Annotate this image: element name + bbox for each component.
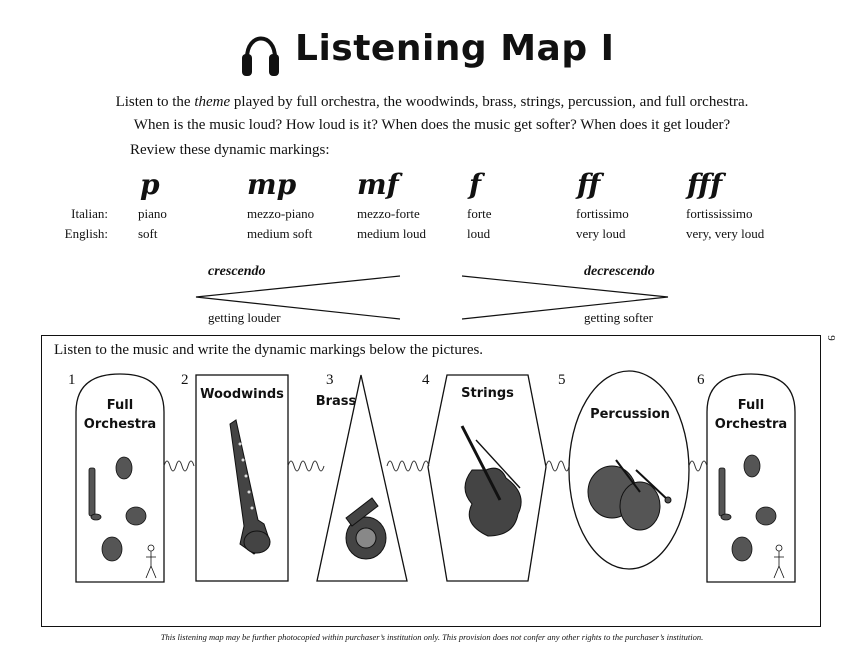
dynamic-symbol-fff: fff [687, 168, 723, 201]
dynamic-symbol-f: f [469, 168, 482, 201]
section-number: 1 [68, 372, 76, 388]
crescendo-meaning: getting louder [208, 310, 281, 325]
page-number: 9 [824, 335, 837, 341]
intro-line-1: Listen to the theme played by full orchestra, the woodwinds, brass, strings, percussion, and full orchestra. [115, 94, 749, 110]
english-term: medium loud [357, 226, 426, 241]
section-6-label: Full Orchestra [714, 398, 788, 432]
section-5-label: Percussion [590, 407, 670, 422]
intro-line-2: When is the music loud? How loud is it? When does the music get softer? When does it get louder? [133, 117, 731, 133]
section-number: 6 [697, 372, 705, 388]
dynamic-symbol-p: p [140, 168, 160, 201]
dynamic-symbol-mp: mp [247, 168, 297, 201]
crescendo-label: crescendo [208, 264, 266, 279]
italian-term: fortissimo [576, 206, 629, 221]
english-term: very, very loud [686, 226, 765, 241]
section-number: 2 [181, 372, 189, 388]
italian-term: forte [467, 206, 492, 221]
dynamic-symbol-ff: ff [577, 168, 601, 201]
decrescendo-label: decrescendo [584, 264, 655, 279]
section-number: 5 [558, 372, 566, 388]
page-title: Listening Map I [295, 28, 615, 69]
section-5-ellipse-shape [569, 371, 689, 569]
footer-note: This listening map may be further photocopied within purchaser’s institution only. This provision does not confer any other rights to the purchaser’s institution. [160, 632, 704, 642]
section-1-label: Full Orchestra [83, 398, 157, 432]
map-instruction: Listen to the music and write the dynamic markings below the pictures. [54, 342, 484, 358]
section-number: 4 [422, 372, 430, 388]
section-4-label: Strings [461, 386, 514, 401]
italian-term: fortississimo [686, 206, 753, 221]
english-term: loud [467, 226, 491, 241]
english-label: English: [64, 226, 108, 241]
review-heading: Review these dynamic markings: [130, 142, 330, 158]
section-number: 3 [326, 372, 334, 388]
theme-word: theme [194, 94, 231, 110]
italian-label: Italian: [71, 206, 108, 221]
italian-term: mezzo-forte [357, 206, 420, 221]
english-term: very loud [576, 226, 626, 241]
section-2-label: Woodwinds [200, 387, 284, 402]
english-term: soft [138, 226, 158, 241]
dynamic-symbol-mf: mf [357, 168, 399, 201]
italian-term: piano [138, 206, 167, 221]
section-3-label: Brass [315, 394, 357, 409]
italian-term: mezzo-piano [247, 206, 315, 221]
english-term: medium soft [247, 226, 313, 241]
decrescendo-meaning: getting softer [584, 310, 653, 325]
